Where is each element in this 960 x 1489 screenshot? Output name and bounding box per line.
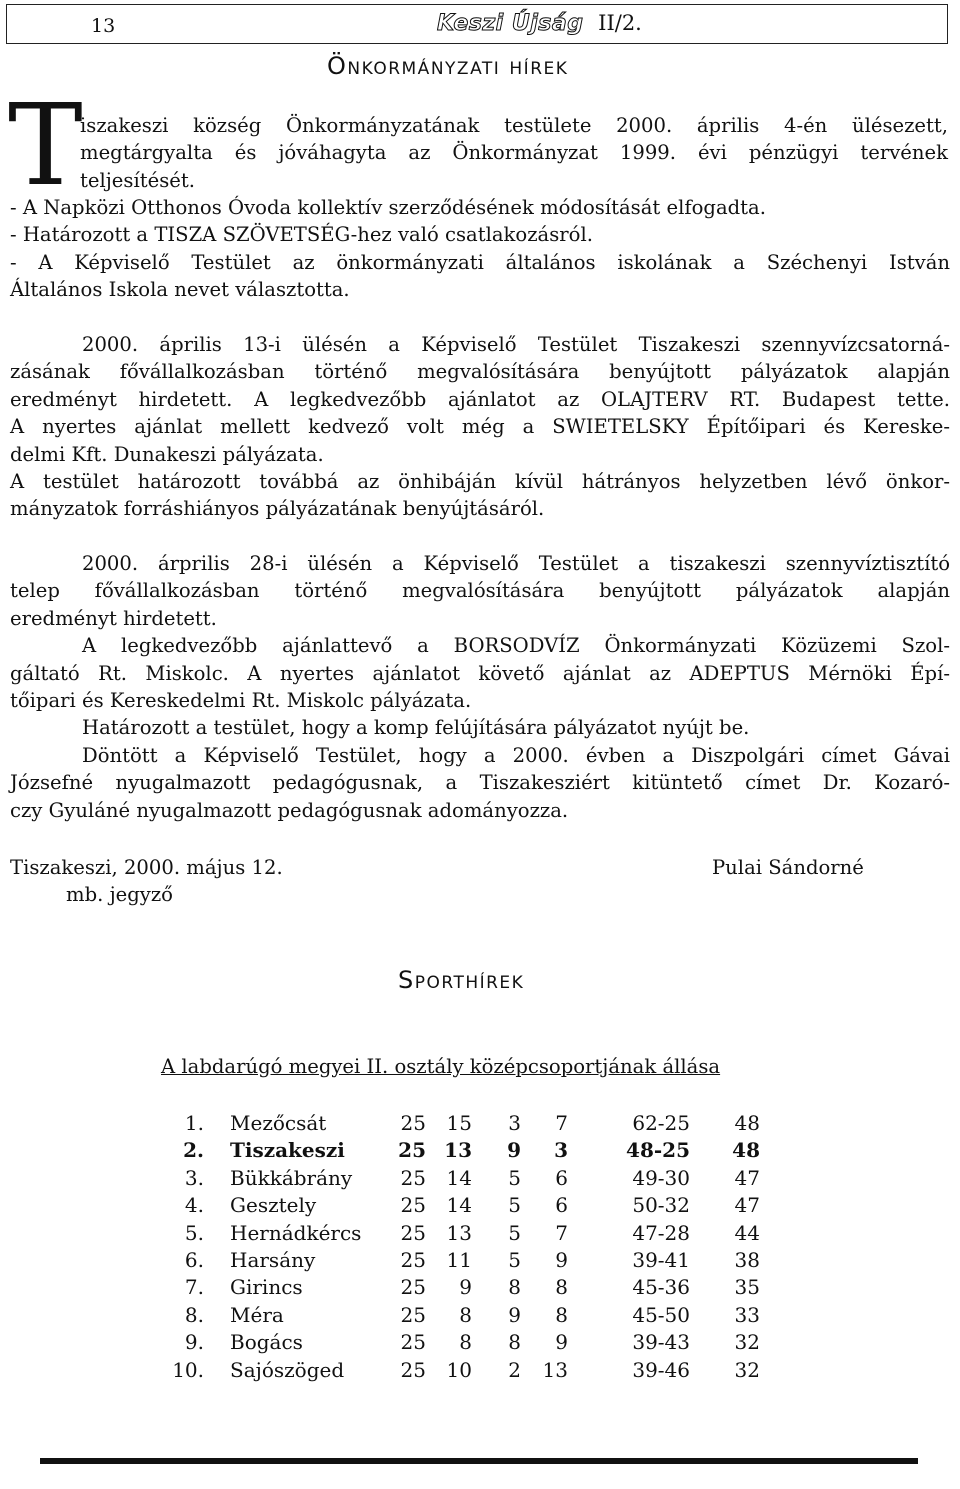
cell-team: Mezőcsát	[230, 1111, 327, 1135]
section-title-sport: Sporthírek	[398, 966, 525, 994]
cell-won: 15	[446, 1111, 472, 1135]
text-line: zásának fővállalkozásban történő megvalósítására benyújtott pályázatok alapján	[10, 360, 950, 384]
signature-block	[10, 854, 950, 909]
cell-won: 10	[446, 1357, 472, 1382]
standings-table	[160, 1111, 800, 1385]
cell-won: 14	[446, 1193, 472, 1218]
list-item: - A Napközi Otthonos Óvoda kollektív szerződésének módosítását elfogadta.	[10, 196, 766, 219]
text-line: tőipari és Kereskedelmi Rt. Miskolc pályázata.	[10, 688, 472, 712]
table-title: A labdarúgó megyei II. osztály középcsoportjának állása	[161, 1055, 721, 1078]
cell-won: 13	[446, 1220, 472, 1245]
cell-rank: 4.	[184, 1193, 204, 1218]
issue-number: II/2.	[598, 11, 642, 35]
list-item: - Határozott a TISZA SZÖVETSÉG-hez való csatlakozásról.	[10, 223, 593, 247]
cell-drawn: 8	[508, 1275, 521, 1300]
cell-goals: 47-28	[632, 1220, 690, 1245]
cell-team: Harsány	[230, 1247, 316, 1272]
cell-team: Girincs	[230, 1275, 303, 1300]
table-row	[160, 1193, 800, 1220]
signatory-name: Pulai Sándorné	[712, 856, 864, 879]
cell-lost: 7	[555, 1220, 568, 1245]
masthead-logo: Keszi Újság	[437, 11, 584, 36]
cell-drawn: 5	[508, 1247, 521, 1272]
cell-rank: 9.	[184, 1330, 204, 1355]
cell-played: 25	[400, 1111, 426, 1135]
cell-points: 32	[734, 1357, 760, 1382]
text-line: 2000. árprilis 28-i ülésén a Képviselő Testület a tiszakeszi szennyvíztisztító	[82, 552, 950, 575]
cell-played: 25	[400, 1275, 426, 1300]
cell-points: 38	[734, 1247, 760, 1272]
text-line: A legkedvezőbb ajánlattevő a BORSODVÍZ Önkormányzati Közüzemi Szol-	[82, 634, 950, 658]
list-item: - A Képviselő Testület az önkormányzati általános iskolának a Széchenyi István	[10, 250, 950, 274]
cell-goals: 62-25	[632, 1111, 690, 1135]
cell-played: 25	[400, 1330, 426, 1355]
cell-points: 48	[734, 1111, 760, 1135]
cell-rank: 5.	[184, 1220, 204, 1245]
drop-cap: T	[8, 81, 83, 211]
cell-rank: 1.	[184, 1111, 204, 1135]
cell-lost: 9	[555, 1247, 568, 1272]
table-row	[160, 1166, 800, 1193]
cell-goals: 45-36	[632, 1275, 690, 1300]
text-line: Döntött a Képviselő Testület, hogy a 2000. évben a Diszpolgári címet Gávai	[82, 743, 950, 767]
cell-points: 47	[734, 1193, 760, 1218]
cell-team: Méra	[230, 1302, 284, 1327]
cell-lost: 13	[542, 1357, 568, 1382]
cell-points: 33	[734, 1302, 760, 1327]
page-number: 13	[91, 15, 116, 37]
cell-played: 25	[400, 1302, 426, 1327]
paragraph-april-13	[10, 331, 950, 523]
cell-drawn: 3	[508, 1111, 521, 1135]
cell-lost: 9	[555, 1330, 568, 1355]
cell-lost: 8	[555, 1302, 568, 1327]
page-header	[6, 4, 948, 44]
text-line: megtárgyalta és jóváhagyta az Önkormányzat 1999. évi pénzügyi tervének	[80, 141, 948, 165]
cell-drawn: 5	[508, 1193, 521, 1218]
table-row	[160, 1221, 800, 1248]
table-row	[160, 1358, 800, 1385]
cell-drawn: 9	[507, 1138, 521, 1163]
cell-goals: 45-50	[632, 1302, 690, 1327]
cell-won: 14	[446, 1165, 472, 1190]
cell-rank: 7.	[184, 1275, 204, 1300]
place-date: Tiszakeszi, 2000. május 12.	[10, 856, 283, 879]
cell-goals: 39-46	[632, 1357, 690, 1382]
cell-goals: 49-30	[632, 1165, 690, 1190]
text-line: iszakeszi község Önkormányzatának testülete 2000. április 4-én ülésezett,	[80, 114, 948, 137]
cell-won: 11	[446, 1247, 472, 1272]
table-row	[160, 1111, 800, 1138]
cell-played: 25	[400, 1357, 426, 1382]
cell-goals: 50-32	[632, 1193, 690, 1218]
paragraph-april-28	[10, 550, 950, 824]
list-item: Általános Iskola nevet választotta.	[10, 278, 350, 302]
cell-drawn: 2	[508, 1357, 521, 1382]
cell-points: 48	[732, 1138, 760, 1163]
cell-rank: 3.	[184, 1165, 204, 1190]
cell-team: Bogács	[230, 1330, 303, 1355]
text-line: A nyertes ajánlat mellett kedvező volt még a SWIETELSKY Építőipari és Kereske-	[10, 415, 950, 439]
text-line: A testület határozott továbbá az önhibáján kívül hátrányos helyzetben lévő önkor-	[10, 469, 950, 493]
cell-points: 35	[734, 1275, 760, 1300]
cell-lost: 6	[555, 1193, 568, 1218]
cell-rank: 10.	[172, 1357, 204, 1382]
text-line: delmi Kft. Dunakeszi pályázata.	[10, 442, 324, 466]
text-line: gáltató Rt. Miskolc. A nyertes ajánlatot követő ajánlat az ADEPTUS Mérnöki Épí-	[10, 661, 950, 685]
cell-lost: 8	[555, 1275, 568, 1300]
text-line: telep fővállalkozásban történő megvalósítására benyújtott pályázatok alapján	[10, 579, 950, 603]
cell-won: 8	[459, 1302, 472, 1327]
cell-goals: 39-41	[632, 1247, 690, 1272]
cell-goals: 48-25	[626, 1138, 690, 1163]
text-line: 2000. április 13-i ülésén a Képviselő Testület Tiszakeszi szennyvízcsatorná-	[82, 333, 950, 356]
cell-drawn: 5	[508, 1220, 521, 1245]
masthead	[437, 11, 642, 36]
signature-line	[10, 854, 950, 881]
cell-goals: 39-43	[632, 1330, 690, 1355]
cell-rank: 2.	[183, 1138, 204, 1163]
decision-list	[10, 194, 950, 304]
cell-team: Bükkábrány	[230, 1165, 353, 1190]
text-line: eredményt hirdetett.	[10, 606, 217, 630]
cell-played: 25	[400, 1220, 426, 1245]
cell-rank: 8.	[184, 1302, 204, 1327]
cell-drawn: 8	[508, 1330, 521, 1355]
cell-lost: 7	[555, 1111, 568, 1135]
text-line: teljesítését.	[80, 168, 195, 192]
cell-won: 8	[459, 1330, 472, 1355]
cell-played: 25	[400, 1247, 426, 1272]
table-row	[160, 1248, 800, 1275]
cell-played: 25	[398, 1138, 426, 1163]
cell-team: Tiszakeszi	[230, 1138, 345, 1163]
text-line: czy Gyuláné nyugalmazott pedagógusnak adományozza.	[10, 798, 569, 822]
table-row	[160, 1275, 800, 1302]
table-row	[160, 1138, 800, 1165]
lead-paragraph	[80, 112, 948, 194]
cell-points: 47	[734, 1165, 760, 1190]
signatory-role: mb. jegyző	[66, 883, 173, 907]
cell-drawn: 5	[508, 1165, 521, 1190]
section-title-onkormanyzati: Önkormányzati hírek	[327, 52, 569, 80]
cell-team: Gesztely	[230, 1193, 317, 1218]
cell-lost: 3	[554, 1138, 568, 1163]
text-line: mányzatok forráshiányos pályázatának benyújtásáról.	[10, 497, 545, 521]
text-line: Józsefné nyugalmazott pedagógusnak, a Tiszakesziért kitüntető címet Dr. Kozaró-	[10, 771, 950, 795]
cell-team: Sajószöged	[230, 1357, 345, 1382]
table-row	[160, 1303, 800, 1330]
cell-won: 13	[444, 1138, 472, 1163]
cell-won: 9	[459, 1275, 472, 1300]
cell-played: 25	[400, 1193, 426, 1218]
cell-points: 44	[734, 1220, 760, 1245]
bottom-rule	[40, 1458, 918, 1464]
text-line: eredményt hirdetett. A legkedvezőbb ajánlatot az OLAJTERV RT. Budapest tette.	[10, 387, 950, 411]
cell-points: 32	[734, 1330, 760, 1355]
cell-team: Hernádkércs	[230, 1220, 362, 1245]
cell-played: 25	[400, 1165, 426, 1190]
text-line: Határozott a testület, hogy a komp felújítására pályázatot nyújt be.	[82, 716, 750, 740]
cell-lost: 6	[555, 1165, 568, 1190]
table-row	[160, 1330, 800, 1357]
cell-drawn: 9	[508, 1302, 521, 1327]
cell-rank: 6.	[184, 1247, 204, 1272]
